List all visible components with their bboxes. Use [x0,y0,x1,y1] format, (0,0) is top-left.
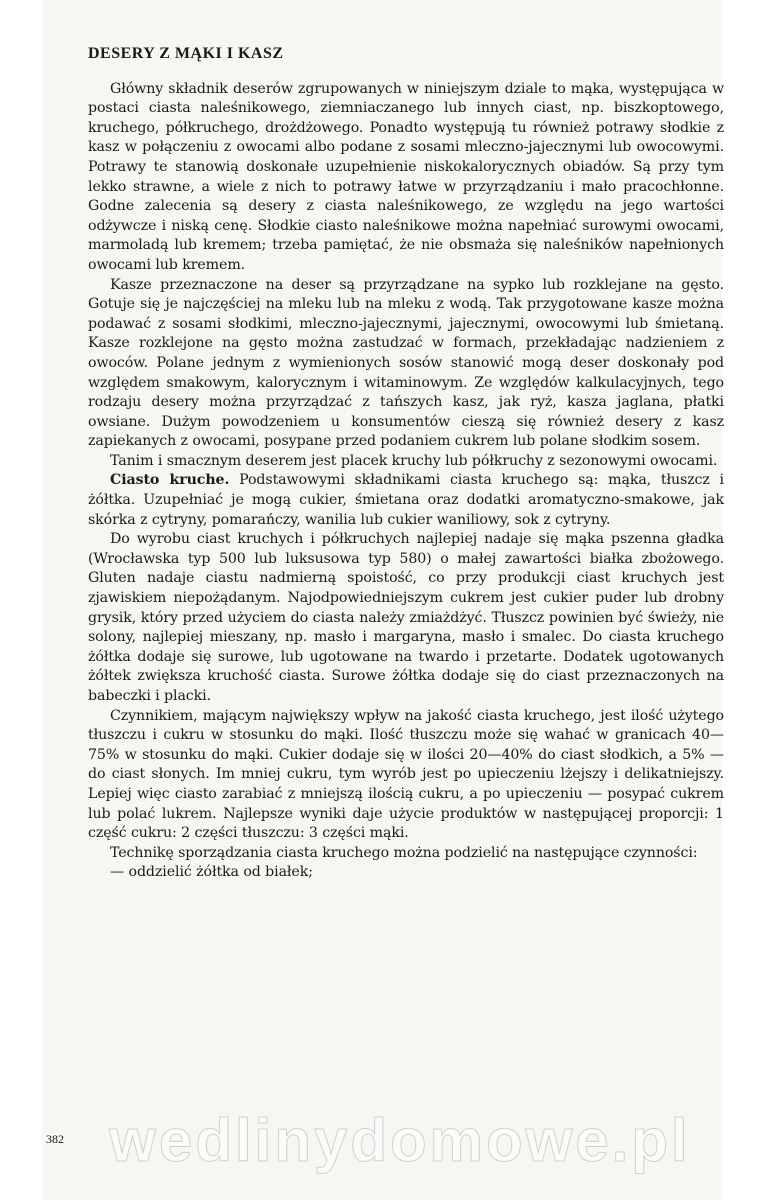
page-number: 382 [46,1132,64,1146]
book-page [42,0,722,1200]
paragraph-lead-text: Podstawowymi składnikami ciasta kruchego są: mąka, tłuszcz i żółtka. Uzupełniać je mogą cukier, śmietana oraz dodatki aromatyczno-smakowe, jak skórka z cytryny, pomarańczy, wanilia lub cukier waniliowy, sok z cytryny. [88,472,724,528]
paragraph-technika: Technikę sporządzania ciasta kruchego można podzielić na następujące czynności: [110,844,698,861]
watermark: wedlinydomowe.pl [109,1107,691,1174]
paragraph-placek: Tanim i smacznym deserem jest placek kruchy lub półkruchy z sezonowymi owocami. [110,452,718,469]
paragraph-maka: Do wyrobu ciast kruchych i półkruchych najlepiej nadaje się mąka pszenna gładka (Wrocławska typ 500 lub luksusowa typ 580) o małej zawartości białka zbożowego. Gluten nadaje ciastu nadmierną spoistość, co przy produkcji ciast kruchych jest zjawiskiem niepożądanym. Najodpowiedniejszym cukrem jest cukier puder lub drobny grysik, który przed użyciem do ciasta należy zmiażdżyć. Tłuszcz powinien być świeży, nie solony, najlepiej mieszany, np. masło i margaryna, masło i smalec. Do ciasta kruchego żółtka dodaje się surowe, lub ugotowane na twardo i przetarte. Dodatek ugotowanych żółtek zwiększa kruchość ciasta. Surowe żółtka dodaje się do ciast przeznaczonych na babeczki i placki. [88,531,724,704]
paragraph-kasze: Kasze przeznaczone na deser są przyrządzane na sypko lub rozklejane na gęsto. Gotuje się je najczęściej na mleku lub na mleku z wodą. Tak przygotowane kasze można podawać z sosami słodkimi, mleczno-jajecznymi, jajecznymi, owocowymi lub śmietaną. Kasze rozklejone na gęsto można zastudzać w formach, przekładając nadzieniem z owoców. Polane jednym z wymienionych sosów stanowić mogą deser doskonały pod względem smakowym, kalorycznym i witaminowym. Ze względów kalkulacyjnych, tego rodzaju desery można przyrządzać z tańszych kasz, jak ryż, kasza jaglana, płatki owsiane. Dużym powodzeniem u konsumentów cieszą się również desery z kasz zapiekanych z owocami, posypane przed podaniem cukrem lub polane słodkim sosem. [88,276,724,450]
list-item-step: — oddzielić żółtka od białek; [110,864,313,881]
paragraph-intro: Główny składnik deserów zgrupowanych w niniejszym dziale to mąka, występująca w postaci ciasta naleśnikowego, ziemniaczanego lub innych ciast, np. biszkoptowego, kruchego, półkruchego, drożdżowego. Ponadto występują tu również potrawy słodkie z kasz w połączeniu z owocami albo podane z sosami mleczno-jajecznymi lub owocowymi. Potrawy te stanowią doskonałe uzupełnienie niskokalorycznych obiadów. Są przy tym lekko strawne, a wiele z nich to potrawy łatwe w przyrządzaniu i mało pracochłonne. Godne zalecenia są desery z ciasta naleśnikowego, ze względu na jego wartości odżywcze i niską cenę. Słodkie ciasto naleśnikowe można napełniać surowymi owocami, marmoladą lub kremem; trzeba pamiętać, że nie obsmaża się naleśników napełnionych owocami lub kremem. [88,80,724,273]
paragraph-lead: Ciasto kruche. [110,472,230,489]
section-title: DESERY Z MĄKI I KASZ [88,45,284,62]
paragraph-ciasto-kruche [88,471,724,530]
paragraph-proporcje: Czynnikiem, mającym największy wpływ na jakość ciasta kruchego, jest ilość użytego tłuszczu i cukru w stosunku do mąki. Ilość tłuszczu może się wahać w granicach 40—75% w stosunku do mąki. Cukier dodaje się w ilości 20—40% do ciast słodkich, a 5% — do ciast słonych. Im mniej cukru, tym wyrób jest po upieczeniu lżejszy i delikatniejszy. Lepiej więc ciasto zarabiać z mniejszą ilością cukru, a po upieczeniu — posypać cukrem lub polać lukrem. Najlepsze wyniki daje użycie produktów w następującej proporcji: 1 część cukru: 2 części tłuszczu: 3 części mąki. [88,707,724,842]
page-content [88,44,724,883]
